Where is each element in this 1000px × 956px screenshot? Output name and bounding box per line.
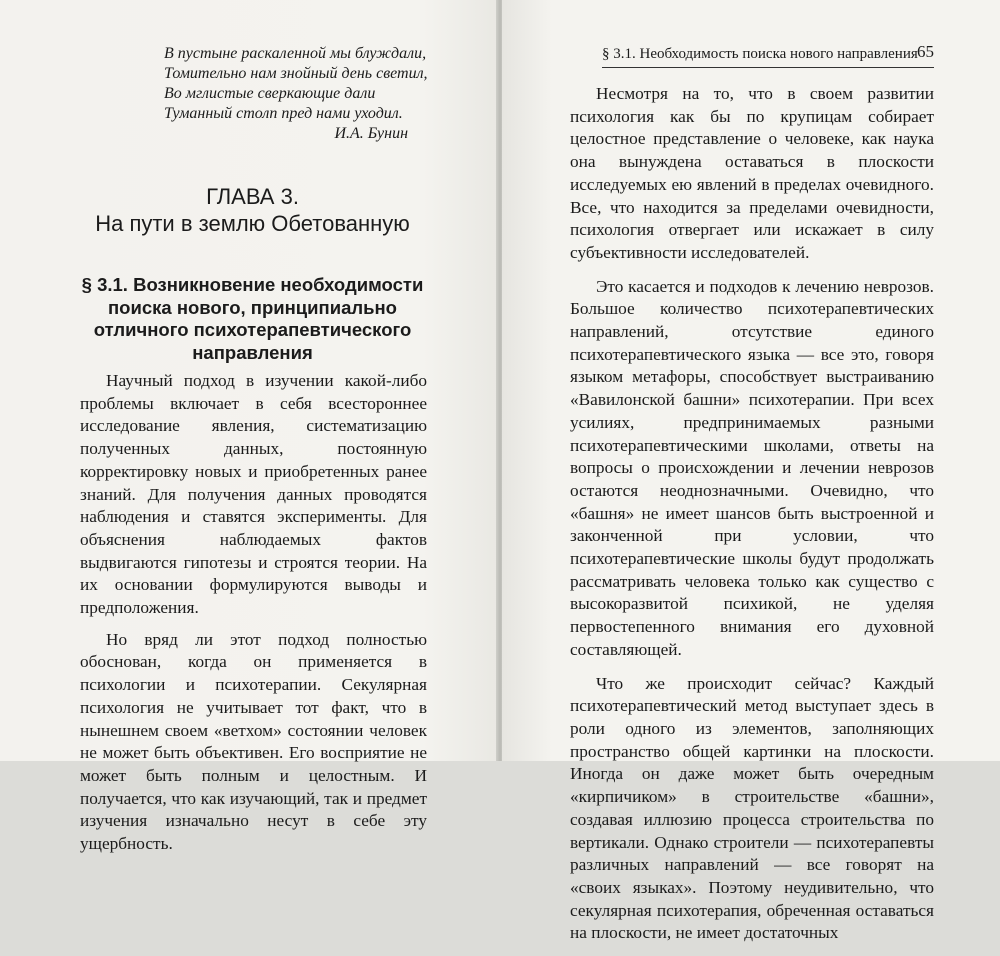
left-body-text — [80, 370, 427, 865]
epigraph-author: И.А. Бунин — [334, 125, 408, 142]
section-heading — [80, 274, 425, 364]
section-heading-line: отличного психотерапевтического — [93, 319, 412, 340]
paragraph: Научный подход в изучении какой-либо проблемы включает в себя всестороннее исследование явления, систематизацию полученных данных, постоянную корректировку новых и приобретенных ранее знаний. Для получения данных проводятся наблюдения и ставятся эксперименты. Для объяснения наблюдаемых фактов выдвигаются гипотезы и строятся теории. На их основании формулируются выводы и предположения. — [80, 371, 427, 618]
paragraph: Несмотря на то, что в своем развитии психология как бы по крупицам собирает целостное представление о человеке, как наука она вынуждена оставаться в плоскости исследуемых ею явлений в пределах очевидного. Все, что находится за пределами очевидности, психология отвергает или искажает в силу субъективности исследователей. — [570, 84, 934, 262]
paragraph: Но вряд ли этот подход полностью обоснован, когда он применяется в психологии и психотерапии. Секулярная психология не учитывает тот факт, что в нынешнем своем «ветхом» состоянии человек не может быть объективен. Его восприятие не может быть полным и целостным. И получается, что как изучающий, так и предмет изучения изначально несут в себе эту ущербность. — [80, 629, 427, 854]
header-rule — [602, 67, 934, 68]
paragraph: Это касается и подходов к лечению неврозов. Большое количество психотерапевтических направлений, отсутствие единого психотерапевтического языка — все это, говоря языком метафоры, способствует выстраиванию «Вавилонской башни» психотерапии. При всех усилиях, предпринимаемых разными психотерапевтическими школами, ответы на вопросы о происхождении и лечении неврозов остаются неоднозначными. Очевидно, что «башня» не имеет шансов быть выстроенной и законченной при условии, что психотерапевтические школы будут продолжать рассматривать человека только как существо с высокоразвитой психикой, не уделяя первостепенного внимания его духовной составляющей. — [570, 276, 934, 659]
epigraph-line: Туманный столп пред нами уходил. — [164, 105, 403, 122]
epigraph — [164, 44, 428, 144]
section-heading-line: § 3.1. Возникновение необходимости — [81, 274, 424, 295]
paragraph: Что же происходит сейчас? Каждый психотерапевтический метод выступает здесь в роли одного из элементов, заполняющих пространство общей картинки на плоскости. Иногда он даже может быть очередным «кирпичиком» в строительстве «башни», создавая иллюзию процесса строительства по вертикали. Однако строители — психотерапевты различных направлений — все говорят на «своих языках». Поэтому неудивительно, что секулярная психотерапия, обреченная оставаться на плоскости, не имеет достаточных — [570, 673, 934, 943]
page-number: 65 — [917, 42, 934, 61]
epigraph-line: Томительно нам знойный день светил, — [164, 65, 428, 82]
chapter-heading — [80, 183, 425, 237]
running-head — [602, 42, 934, 63]
right-body-text — [570, 83, 934, 956]
running-head-title: § 3.1. Необходимость поиска нового направления — [602, 46, 918, 62]
epigraph-line: Во мглистые сверкающие дали — [164, 85, 376, 102]
chapter-title: На пути в землю Обетованную — [95, 211, 410, 236]
left-page — [0, 0, 498, 854]
epigraph-line: В пустыне раскаленной мы блуждали, — [164, 45, 427, 62]
right-page — [502, 0, 1000, 943]
chapter-number: ГЛАВА 3. — [206, 184, 299, 209]
section-heading-line: поиска нового, принципиально — [108, 296, 397, 318]
section-heading-line: направления — [192, 341, 313, 363]
